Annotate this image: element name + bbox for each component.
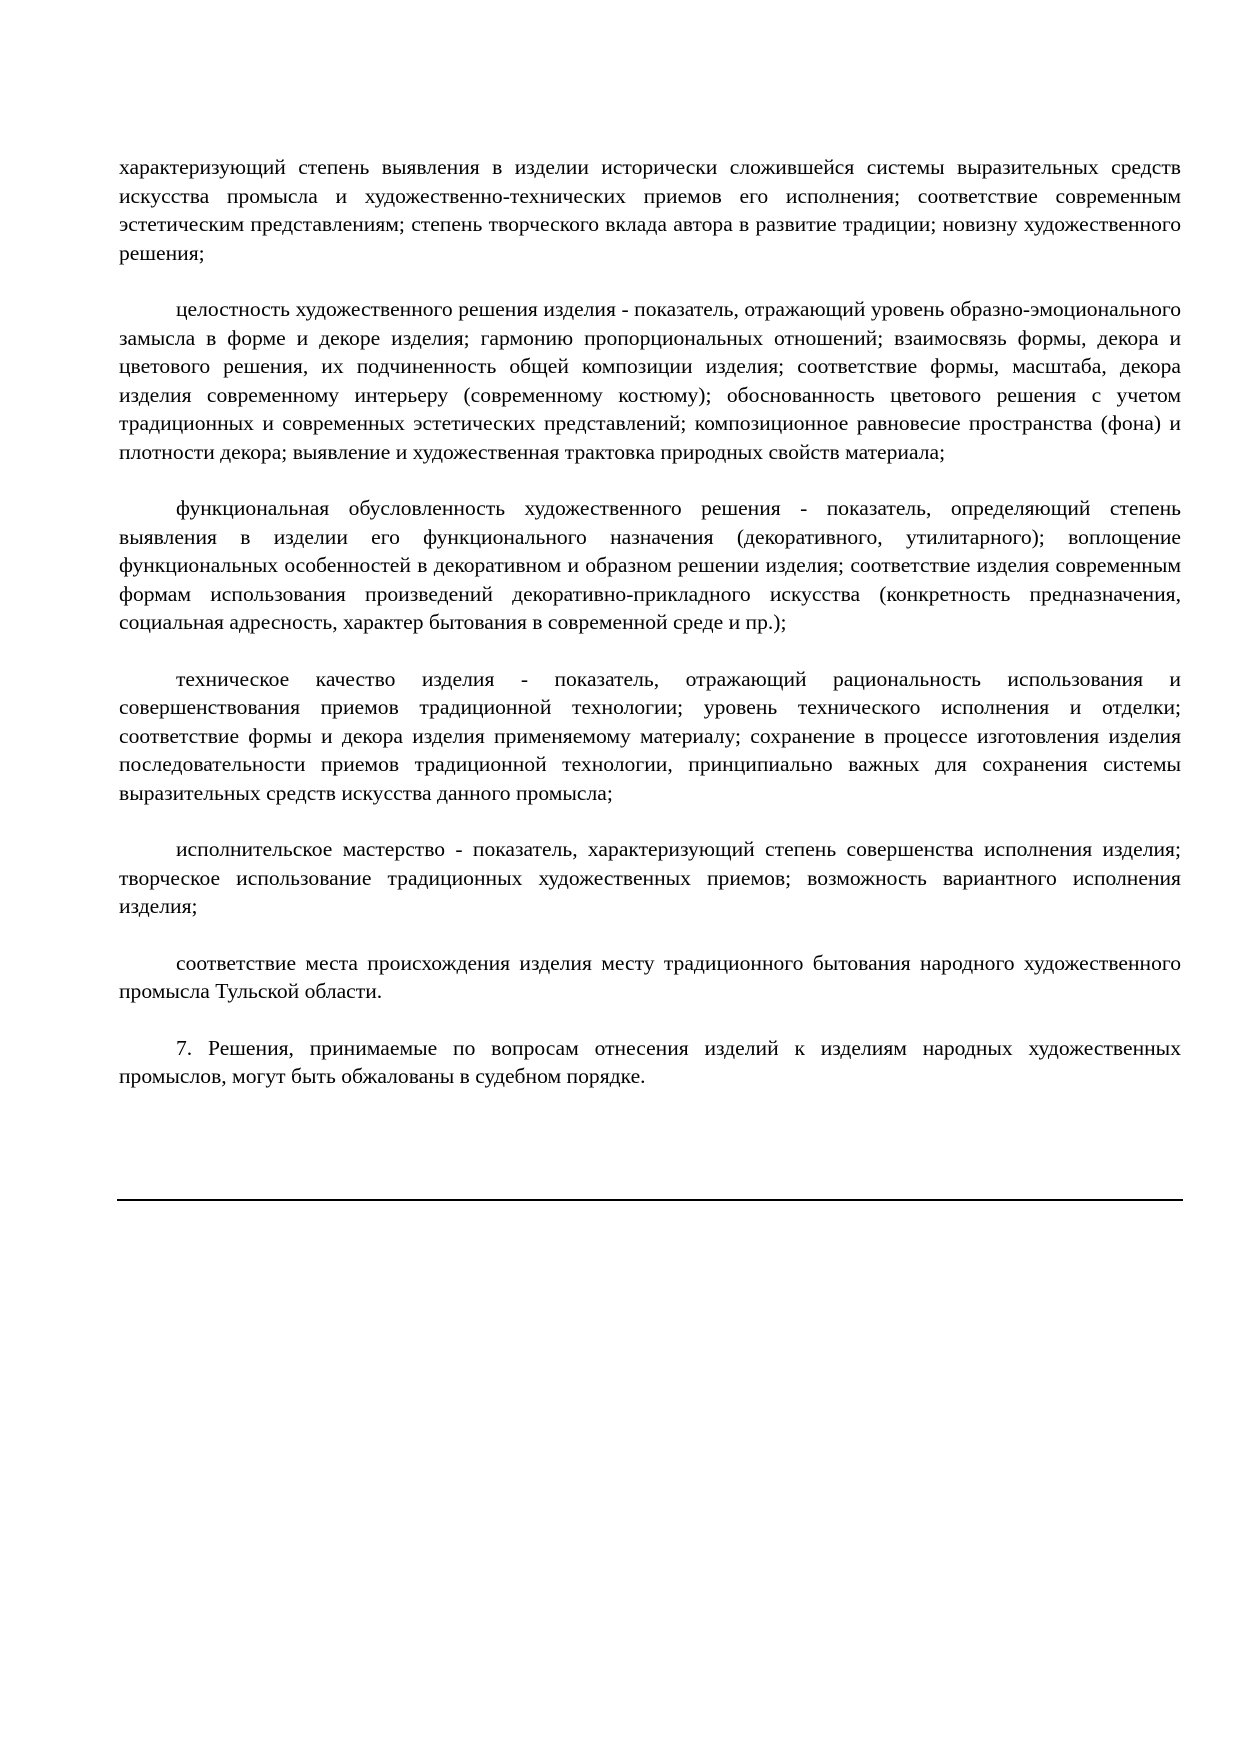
footer-divider-line	[117, 1199, 1183, 1201]
paragraph-place-of-origin: соответствие места происхождения изделия месту традиционного бытования народного художественного промысла Тульской области.	[119, 950, 1181, 1003]
paragraph-artistic-integrity: целостность художественного решения изделия - показатель, отражающий уровень образно-эмоционального замысла в форме и декоре изделия; гармонию пропорциональных отношений; взаимосвязь формы, декора и цветового решения, их подчиненность общей композиции изделия; соответствие формы, масштаба, декора изделия современному интерьеру (современному костюму); обоснованность цветового решения с учетом традиционных и современных эстетических представлений; композиционное равновесие пространства (фона) и плотности декора; выявление и художественная трактовка природных свойств материала;	[119, 297, 1181, 464]
paragraph-performing-mastery: исполнительское мастерство - показатель, характеризующий степень совершенства исполнения изделия; творческое использование традиционных художественных приемов; возможность вариантного исполнения изделия;	[119, 837, 1181, 918]
paragraph-continuation: характеризующий степень выявления в изделии исторически сложившейся системы выразительных средств искусства промысла и художественно-технических приемов его исполнения; соответствие современным эстетическим представлениям; степень творческого вклада автора в развитие традиции; новизну художественного решения;	[119, 155, 1181, 265]
paragraph-appeal-clause: 7. Решения, принимаемые по вопросам отнесения изделий к изделиям народных художественных промыслов, могут быть обжалованы в судебном порядке.	[119, 1035, 1181, 1088]
document-body	[119, 153, 1181, 1119]
paragraph-technical-quality: техническое качество изделия - показатель, отражающий рациональность использования и совершенствования приемов традиционной технологии; уровень технического исполнения и отделки; соответствие формы и декора изделия применяемому материалу; сохранение в процессе изготовления изделия последовательности приемов традиционной технологии, принципиально важных для сохранения системы выразительных средств искусства данного промысла;	[119, 666, 1181, 805]
paragraph-functional-conditionality: функциональная обусловленность художественного решения - показатель, определяющий степень выявления в изделии его функционального назначения (декоративного, утилитарного); воплощение функциональных особенностей в декоративном и образном решении изделия; соответствие изделия современным формам использования произведений декоративно-прикладного искусства (конкретность предназначения, социальная адресность, характер бытования в современной среде и пр.);	[119, 496, 1181, 634]
